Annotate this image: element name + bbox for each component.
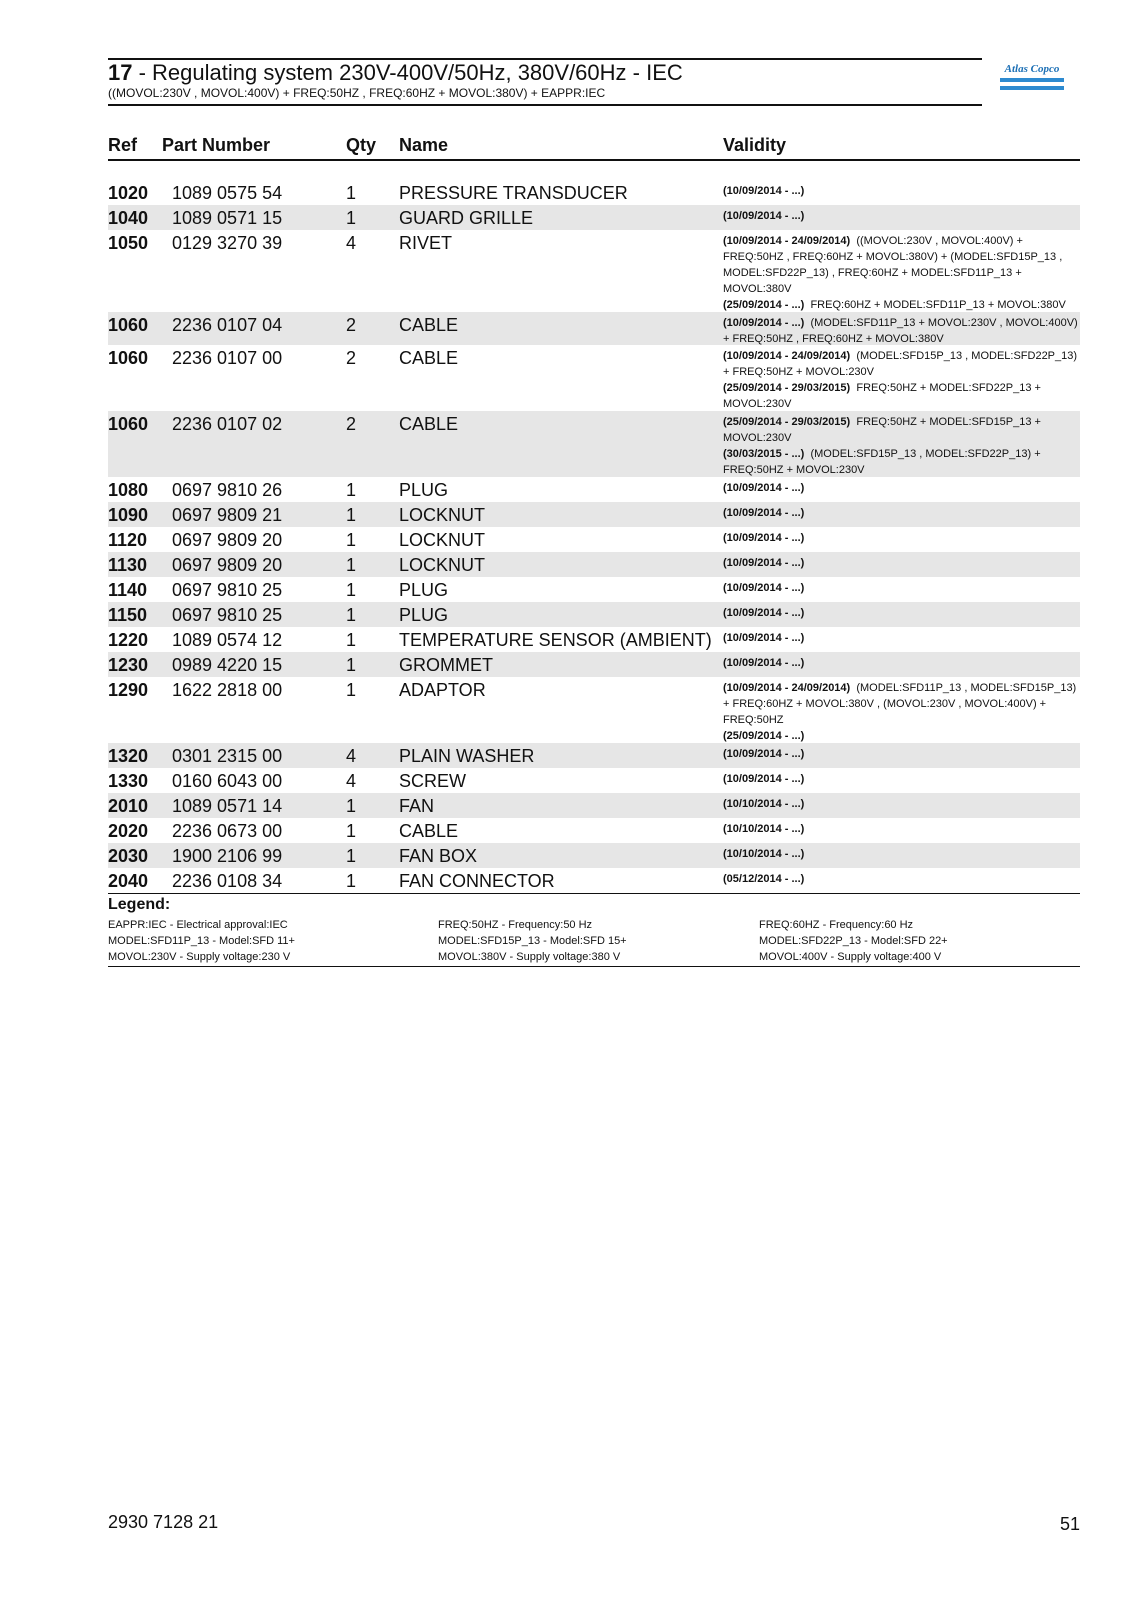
validity-condition: (MODEL:SFD15P_13 , MODEL:SFD22P_13) + FREQ:50HZ + MOVOL:230V [723, 350, 1078, 378]
part-number-cell: 0301 2315 00 [172, 746, 283, 766]
name-cell: LOCKNUT [399, 505, 486, 525]
section-number: 17 [108, 60, 133, 85]
name-cell: CABLE [399, 821, 459, 841]
ref-cell: 1330 [108, 771, 149, 791]
validity-cell [723, 414, 1080, 478]
name-cell: FAN [399, 796, 435, 816]
ref-cell: 1130 [108, 555, 148, 575]
validity-cell [723, 480, 1080, 496]
ref-cell: 1230 [108, 655, 149, 675]
part-number-cell: 0989 4220 15 [172, 655, 283, 675]
validity-cell [723, 871, 1080, 887]
validity-date: (10/09/2014 - ...) [723, 582, 805, 594]
validity-cell [723, 680, 1080, 744]
part-number-cell: 1089 0571 14 [172, 796, 283, 816]
ref-cell: 1120 [108, 530, 148, 550]
validity-entry [723, 771, 1080, 787]
validity-date: (10/09/2014 - ...) [723, 773, 805, 785]
part-number-cell: 2236 0107 04 [172, 315, 283, 335]
validity-entry [723, 530, 1080, 546]
ref-cell: 1220 [108, 630, 149, 650]
part-number-cell: 1622 2818 00 [172, 680, 283, 700]
ref-cell: 1050 [108, 233, 149, 253]
legend-item: EAPPR:IEC - Electrical approval:IEC [108, 919, 288, 931]
table-row [108, 793, 1080, 818]
validity-cell [723, 530, 1080, 546]
legend-item: FREQ:60HZ - Frequency:60 Hz [759, 919, 914, 931]
ref-cell: 1320 [108, 746, 149, 766]
qty-cell: 1 [346, 680, 357, 700]
validity-entry [723, 414, 1080, 446]
table-row [108, 602, 1080, 627]
validity-entry [723, 630, 1080, 646]
part-number-cell: 1900 2106 99 [172, 846, 283, 866]
validity-entry [723, 871, 1080, 887]
validity-cell [723, 348, 1080, 412]
page-number: 51 [1060, 1514, 1081, 1534]
qty-cell: 1 [346, 871, 357, 891]
legend-item: MODEL:SFD11P_13 - Model:SFD 11+ [108, 935, 295, 947]
legend-item: FREQ:50HZ - Frequency:50 Hz [438, 919, 593, 931]
validity-cell [723, 655, 1080, 671]
table-row [108, 627, 1080, 652]
validity-cell [723, 605, 1080, 621]
table-row [108, 502, 1080, 527]
validity-entry [723, 680, 1080, 728]
table-row [108, 230, 1080, 312]
validity-date: (10/09/2014 - ...) [723, 632, 805, 644]
validity-condition: (MODEL:SFD11P_13 + MOVOL:230V , MOVOL:400V) + FREQ:50HZ , FREQ:60HZ + MOVOL:380V [723, 317, 1078, 345]
validity-entry [723, 555, 1080, 571]
legend-item: MOVOL:400V - Supply voltage:400 V [759, 951, 942, 963]
validity-entry [723, 380, 1080, 412]
table-row [108, 345, 1080, 411]
part-number-cell: 1089 0574 12 [172, 630, 283, 650]
column-header-part-number: Part Number [162, 135, 271, 155]
validity-date: (25/09/2014 - ...) [723, 299, 805, 311]
ref-cell: 2040 [108, 871, 149, 891]
validity-cell [723, 846, 1080, 862]
page-subtitle: ((MOVOL:230V , MOVOL:400V) + FREQ:50HZ , FREQ:60HZ + MOVOL:380V) + EAPPR:IEC [108, 86, 606, 100]
name-cell: SCREW [399, 771, 466, 791]
validity-entry [723, 655, 1080, 671]
table-row [108, 552, 1080, 577]
table-row [108, 818, 1080, 843]
qty-cell: 4 [346, 746, 357, 766]
table-row [108, 180, 1080, 205]
name-cell: FAN BOX [399, 846, 478, 866]
name-cell: CABLE [399, 348, 459, 368]
validity-date: (10/09/2014 - ...) [723, 748, 805, 760]
atlas-copco-logo [1000, 62, 1064, 94]
qty-cell: 4 [346, 233, 357, 253]
name-cell: PLUG [399, 580, 449, 600]
qty-cell: 1 [346, 505, 357, 525]
qty-cell: 1 [346, 796, 357, 816]
table-row [108, 868, 1080, 893]
validity-date: (10/09/2014 - ...) [723, 185, 805, 197]
validity-date: (10/09/2014 - 24/09/2014) [723, 682, 851, 694]
validity-entry [723, 297, 1080, 313]
name-cell: LOCKNUT [399, 530, 486, 550]
ref-cell: 1150 [108, 605, 148, 625]
ref-cell: 1140 [108, 580, 148, 600]
validity-condition: ((MOVOL:230V , MOVOL:400V) + FREQ:50HZ , FREQ:60HZ + MOVOL:380V) + (MODEL:SFD15P_13 , MODEL:SFD22P_13) , FREQ:60HZ + MODEL:SFD11P_13 + MOVOL:380V [723, 235, 1063, 295]
validity-entry [723, 348, 1080, 380]
table-row [108, 843, 1080, 868]
validity-entry [723, 821, 1080, 837]
part-number-cell: 2236 0107 00 [172, 348, 283, 368]
name-cell: LOCKNUT [399, 555, 486, 575]
ref-cell: 1020 [108, 183, 149, 203]
ref-cell: 1090 [108, 505, 149, 525]
name-cell: ADAPTOR [399, 680, 486, 700]
part-number-cell: 0160 6043 00 [172, 771, 283, 791]
qty-cell: 1 [346, 655, 357, 675]
validity-date: (10/09/2014 - 24/09/2014) [723, 235, 851, 247]
table-row [108, 527, 1080, 552]
ref-cell: 2020 [108, 821, 149, 841]
table-row [108, 477, 1080, 502]
validity-date: (10/09/2014 - ...) [723, 210, 805, 222]
parts-table-body [108, 180, 1080, 893]
part-number-cell: 0697 9810 26 [172, 480, 283, 500]
name-cell: TEMPERATURE SENSOR (AMBIENT) [399, 630, 712, 650]
qty-cell: 1 [346, 846, 357, 866]
validity-date: (10/10/2014 - ...) [723, 798, 805, 810]
qty-cell: 1 [346, 530, 357, 550]
logo-bar [1000, 78, 1064, 82]
validity-cell [723, 746, 1080, 762]
ref-cell: 2010 [108, 796, 149, 816]
validity-date: (10/09/2014 - ...) [723, 532, 805, 544]
legend-item: MOVOL:230V - Supply voltage:230 V [108, 951, 291, 963]
column-header-ref: Ref [108, 135, 138, 155]
name-cell: PLAIN WASHER [399, 746, 535, 766]
legend-item: MODEL:SFD15P_13 - Model:SFD 15+ [438, 935, 627, 947]
table-row [108, 205, 1080, 230]
validity-cell [723, 315, 1080, 347]
validity-cell [723, 580, 1080, 596]
ref-cell: 1290 [108, 680, 149, 700]
legend-item: MOVOL:380V - Supply voltage:380 V [438, 951, 621, 963]
validity-entry [723, 315, 1080, 347]
name-cell: GUARD GRILLE [399, 208, 534, 228]
name-cell: RIVET [399, 233, 453, 253]
table-row [108, 743, 1080, 768]
validity-entry [723, 208, 1080, 224]
validity-condition: FREQ:60HZ + MODEL:SFD11P_13 + MOVOL:380V [810, 299, 1066, 311]
validity-entry [723, 846, 1080, 862]
part-number-cell: 2236 0107 02 [172, 414, 283, 434]
qty-cell: 1 [346, 183, 357, 203]
validity-date: (25/09/2014 - ...) [723, 730, 805, 742]
name-cell: GROMMET [399, 655, 493, 675]
table-header [108, 132, 1080, 161]
qty-cell: 2 [346, 414, 357, 434]
qty-cell: 1 [346, 821, 357, 841]
ref-cell: 1060 [108, 414, 149, 434]
qty-cell: 1 [346, 580, 357, 600]
validity-entry [723, 446, 1080, 478]
table-row [108, 411, 1080, 477]
part-number-cell: 1089 0571 15 [172, 208, 283, 228]
table-row [108, 577, 1080, 602]
validity-condition: FREQ:50HZ + MODEL:SFD22P_13 + MOVOL:230V [723, 382, 1041, 410]
table-row [108, 312, 1080, 345]
validity-cell [723, 821, 1080, 837]
part-number-cell: 0129 3270 39 [172, 233, 283, 253]
section-title: - Regulating system 230V-400V/50Hz, 380V/60Hz - IEC [132, 60, 683, 85]
ref-cell: 1060 [108, 348, 149, 368]
part-number-cell: 1089 0575 54 [172, 183, 283, 203]
validity-entry [723, 746, 1080, 762]
ref-cell: 2030 [108, 846, 149, 866]
validity-entry [723, 505, 1080, 521]
validity-cell [723, 183, 1080, 199]
qty-cell: 1 [346, 555, 357, 575]
qty-cell: 1 [346, 630, 357, 650]
qty-cell: 4 [346, 771, 357, 791]
name-cell: PRESSURE TRANSDUCER [399, 183, 628, 203]
legend-title: Legend: [108, 896, 171, 913]
validity-date: (10/09/2014 - ...) [723, 507, 805, 519]
qty-cell: 2 [346, 315, 357, 335]
validity-entry [723, 233, 1080, 297]
table-row [108, 652, 1080, 677]
part-number-cell: 2236 0673 00 [172, 821, 283, 841]
validity-cell [723, 771, 1080, 787]
column-header-name: Name [399, 135, 449, 155]
name-cell: CABLE [399, 315, 459, 335]
document-number: 2930 7128 21 [108, 1512, 219, 1532]
ref-cell: 1080 [108, 480, 149, 500]
column-header-validity: Validity [723, 135, 787, 155]
validity-entry [723, 183, 1080, 199]
name-cell: PLUG [399, 605, 449, 625]
validity-entry [723, 480, 1080, 496]
part-number-cell: 0697 9809 20 [172, 555, 283, 575]
validity-cell [723, 796, 1080, 812]
validity-entry [723, 580, 1080, 596]
part-number-cell: 0697 9810 25 [172, 580, 283, 600]
validity-entry [723, 796, 1080, 812]
page-title [108, 61, 683, 85]
validity-date: (10/10/2014 - ...) [723, 823, 805, 835]
validity-date: (25/09/2014 - 29/03/2015) [723, 416, 851, 428]
validity-date: (10/09/2014 - ...) [723, 607, 805, 619]
name-cell: PLUG [399, 480, 449, 500]
name-cell: CABLE [399, 414, 459, 434]
qty-cell: 2 [346, 348, 357, 368]
validity-date: (10/09/2014 - ...) [723, 557, 805, 569]
validity-condition: (MODEL:SFD11P_13 , MODEL:SFD15P_13) + FREQ:60HZ + MOVOL:380V , (MOVOL:230V , MOVOL:400V) + FREQ:50HZ [723, 682, 1077, 726]
validity-date: (10/09/2014 - ...) [723, 317, 805, 329]
part-number-cell: 0697 9809 21 [172, 505, 283, 525]
qty-cell: 1 [346, 480, 357, 500]
validity-date: (10/09/2014 - 24/09/2014) [723, 350, 851, 362]
validity-date: (05/12/2014 - ...) [723, 873, 805, 885]
validity-cell [723, 555, 1080, 571]
validity-date: (25/09/2014 - 29/03/2015) [723, 382, 851, 394]
validity-cell [723, 233, 1080, 313]
validity-date: (30/03/2015 - ...) [723, 448, 805, 460]
validity-entry [723, 605, 1080, 621]
name-cell: FAN CONNECTOR [399, 871, 555, 891]
validity-cell [723, 208, 1080, 224]
qty-cell: 1 [346, 605, 357, 625]
column-header-qty: Qty [346, 135, 377, 155]
logo-bar [1000, 86, 1064, 90]
qty-cell: 1 [346, 208, 357, 228]
part-number-cell: 0697 9810 25 [172, 605, 283, 625]
validity-condition: FREQ:50HZ + MODEL:SFD15P_13 + MOVOL:230V [723, 416, 1041, 444]
validity-condition: (MODEL:SFD15P_13 , MODEL:SFD22P_13) + FREQ:50HZ + MOVOL:230V [723, 448, 1041, 476]
validity-cell [723, 630, 1080, 646]
page-header [108, 58, 982, 106]
logo-text: Atlas Copco [1004, 63, 1060, 75]
legend-item: MODEL:SFD22P_13 - Model:SFD 22+ [759, 935, 948, 947]
part-number-cell: 0697 9809 20 [172, 530, 283, 550]
ref-cell: 1060 [108, 315, 149, 335]
validity-date: (10/10/2014 - ...) [723, 848, 805, 860]
legend [108, 893, 1080, 967]
table-row [108, 768, 1080, 793]
ref-cell: 1040 [108, 208, 149, 228]
validity-cell [723, 505, 1080, 521]
validity-date: (10/09/2014 - ...) [723, 657, 805, 669]
part-number-cell: 2236 0108 34 [172, 871, 283, 891]
validity-date: (10/09/2014 - ...) [723, 482, 805, 494]
validity-entry [723, 728, 1080, 744]
table-row [108, 677, 1080, 743]
